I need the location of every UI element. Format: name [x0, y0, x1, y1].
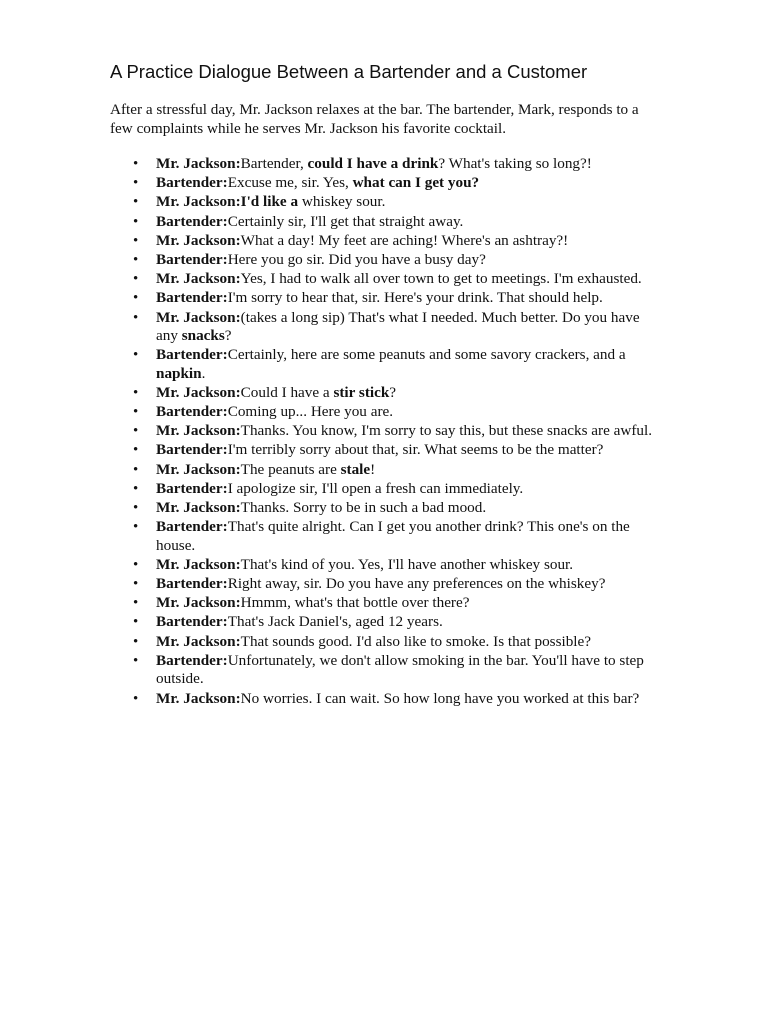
key-phrase: snacks [181, 327, 225, 344]
dialogue-line [110, 270, 661, 289]
speaker-label: Mr. Jackson: [156, 422, 241, 440]
dialogue-line [110, 232, 661, 251]
speaker-label: Mr. Jackson: [156, 155, 241, 172]
dialogue-text: I apologize sir, I'll open a fresh can immediately. [227, 479, 524, 497]
bullet-icon: • [133, 213, 139, 230]
bullet-icon: • [133, 442, 139, 459]
key-phrase: I'd like a [240, 193, 299, 211]
dialogue-text: Yes, I had to walk all over town to get to meetings. I'm exhausted. [240, 270, 642, 288]
bullet-icon: • [133, 232, 139, 249]
dialogue-line [110, 480, 661, 499]
dialogue-line [110, 518, 661, 555]
dialogue-line [110, 289, 661, 308]
bullet-icon: • [133, 480, 139, 497]
dialogue-text: Thanks. Sorry to be in such a bad mood. [240, 499, 487, 516]
speaker-label: Bartender: [156, 575, 228, 593]
dialogue-line [110, 251, 661, 270]
speaker-label: Mr. Jackson: [156, 594, 241, 612]
dialogue-line [110, 213, 661, 232]
dialogue-text: That's Jack Daniel's, aged 12 years. [227, 613, 443, 631]
dialogue-text: whiskey sour. [298, 193, 386, 211]
speaker-label: Mr. Jackson: [156, 231, 241, 249]
speaker-label: Mr. Jackson: [156, 689, 241, 707]
speaker-label: Bartender: [156, 403, 228, 421]
dialogue-line [110, 461, 661, 480]
dialogue-line [110, 309, 661, 346]
speaker-label: Bartender: [156, 289, 228, 307]
bullet-icon: • [133, 271, 139, 288]
dialogue-line [110, 346, 661, 383]
bullet-icon: • [133, 290, 139, 307]
speaker-label: Mr. Jackson: [156, 632, 241, 650]
dialogue-text: No worries. I can wait. So how long have you worked at this bar? [240, 689, 640, 707]
dialogue-text: (takes a long sip) That's what I needed. Much better. Do you have any [156, 308, 640, 344]
dialogue-line [110, 613, 661, 632]
dialogue-line [110, 575, 661, 594]
dialogue-text: Excuse me, sir. Yes, [227, 174, 353, 192]
speaker-label: Bartender: [156, 441, 228, 459]
bullet-icon: • [133, 614, 139, 631]
dialogue-text: Hmmm, what's that bottle over there? [240, 594, 470, 612]
dialogue-line [110, 422, 661, 441]
bullet-icon: • [133, 652, 139, 669]
dialogue-text: ? [389, 383, 397, 401]
dialogue-line [110, 193, 661, 212]
bullet-icon: • [133, 347, 139, 364]
key-phrase: stale [340, 460, 371, 478]
dialogue-line [110, 403, 661, 422]
dialogue-line [110, 594, 661, 613]
dialogue-line [110, 652, 661, 689]
dialogue-text: Bartender, [240, 155, 308, 172]
dialogue-text: I'm terribly sorry about that, sir. What seems to be the matter? [227, 441, 604, 459]
dialogue-text: What a day! My feet are aching! Where's an ashtray?! [240, 231, 569, 249]
speaker-label: Bartender: [156, 174, 228, 192]
speaker-label: Bartender: [156, 518, 228, 536]
dialogue-line [110, 556, 661, 575]
document-body [110, 60, 670, 709]
dialogue-text: Unfortunately, we don't allow smoking in the bar. You'll have to step outside. [156, 651, 644, 688]
bullet-icon: • [133, 309, 139, 326]
bullet-icon: • [133, 423, 139, 440]
dialogue-text: That's kind of you. Yes, I'll have another whiskey sour. [240, 555, 574, 573]
dialogue-text: ! [370, 460, 376, 478]
dialogue-text: Could I have a [240, 383, 334, 401]
dialogue-line [110, 441, 661, 460]
dialogue-line [110, 174, 661, 193]
speaker-label: Bartender: [156, 479, 228, 497]
dialogue-text: The peanuts are [240, 460, 341, 478]
speaker-label: Mr. Jackson: [156, 270, 241, 288]
dialogue-text: ? What's taking so long?! [438, 155, 592, 172]
dialogue-text: That's quite alright. Can I get you another drink? This one's on the house. [156, 518, 630, 554]
bullet-icon: • [133, 519, 139, 536]
bullet-icon: • [133, 156, 139, 172]
dialogue-line [110, 499, 661, 518]
bullet-icon: • [133, 633, 139, 650]
speaker-label: Bartender: [156, 613, 228, 631]
dialogue-text: Here you go sir. Did you have a busy day? [227, 250, 486, 268]
bullet-icon: • [133, 175, 139, 192]
speaker-label: Mr. Jackson: [156, 308, 241, 326]
key-phrase: what can I get you? [352, 174, 480, 192]
page-title: A Practice Dialogue Between a Bartender and a Customer [110, 61, 588, 82]
key-phrase: stir stick [333, 383, 390, 401]
dialogue-text: I'm sorry to hear that, sir. Here's your drink. That should help. [227, 289, 603, 307]
dialogue-text: Right away, sir. Do you have any preferences on the whiskey? [227, 575, 606, 593]
dialogue-line [110, 633, 661, 652]
bullet-icon: • [133, 251, 139, 268]
dialogue-text: ? [224, 327, 232, 344]
dialogue-text: That sounds good. I'd also like to smoke. Is that possible? [240, 632, 591, 650]
speaker-label: Mr. Jackson: [156, 193, 241, 211]
key-phrase: could I have a drink [307, 155, 439, 172]
dialogue-line [110, 155, 661, 174]
speaker-label: Mr. Jackson: [156, 460, 241, 478]
speaker-label: Mr. Jackson: [156, 383, 241, 401]
dialogue-text: Coming up... Here you are. [227, 403, 394, 421]
dialogue-line [110, 690, 661, 709]
dialogue-line [110, 384, 661, 403]
speaker-label: Bartender: [156, 212, 228, 230]
speaker-label: Bartender: [156, 651, 228, 669]
bullet-icon: • [133, 500, 139, 516]
dialogue-text: . [201, 364, 206, 382]
speaker-label: Bartender: [156, 346, 228, 364]
bullet-icon: • [133, 576, 139, 593]
dialogue-list [110, 155, 670, 708]
bullet-icon: • [133, 690, 139, 707]
bullet-icon: • [133, 556, 139, 573]
bullet-icon: • [133, 595, 139, 612]
bullet-icon: • [133, 461, 139, 478]
bullet-icon: • [133, 404, 139, 421]
speaker-label: Bartender: [156, 250, 228, 268]
speaker-label: Mr. Jackson: [156, 555, 241, 573]
intro-paragraph: After a stressful day, Mr. Jackson relaxes at the bar. The bartender, Mark, responds to a few complaints while he serves Mr. Jackson his favorite cocktail. [110, 101, 639, 137]
speaker-label: Mr. Jackson: [156, 499, 241, 516]
dialogue-text: Thanks. You know, I'm sorry to say this, but these snacks are awful. [240, 422, 653, 440]
bullet-icon: • [133, 384, 139, 401]
dialogue-text: Certainly, here are some peanuts and some savory crackers, and a [227, 346, 626, 364]
dialogue-text: Certainly sir, I'll get that straight away. [227, 212, 464, 230]
key-phrase: napkin [156, 364, 202, 382]
bullet-icon: • [133, 194, 139, 211]
